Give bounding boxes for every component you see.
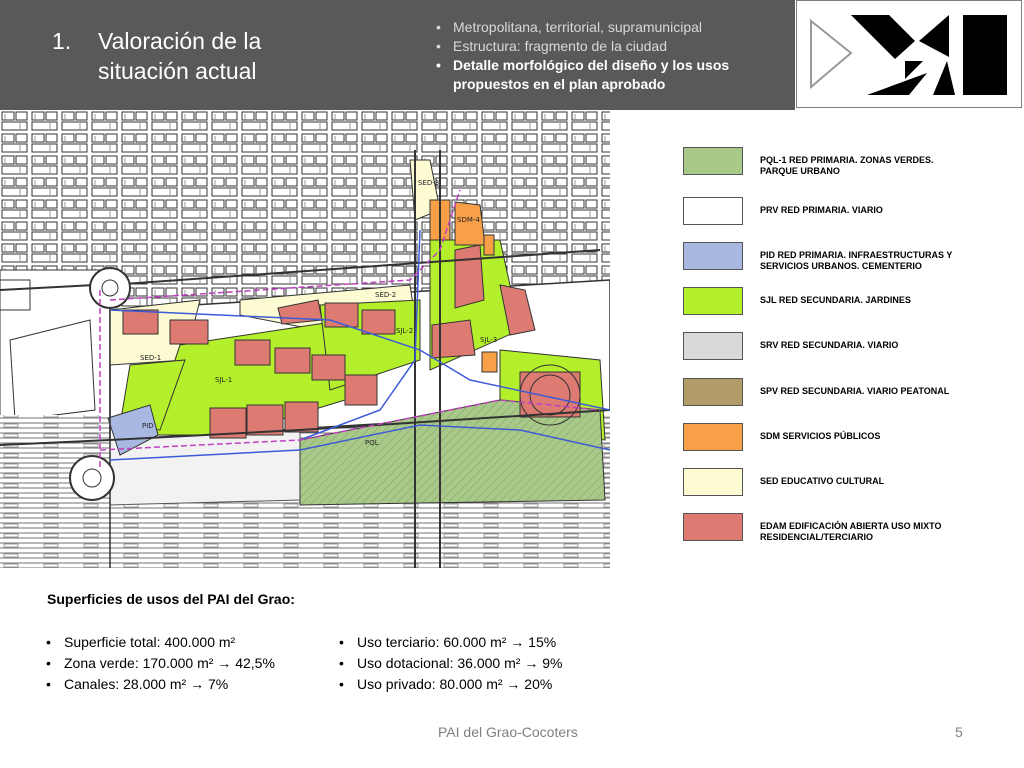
legend-swatch — [683, 147, 743, 175]
legend-swatch — [683, 513, 743, 541]
legend-item — [683, 147, 983, 177]
zone-label: SED-1 — [140, 354, 162, 362]
legend-label: SPV RED SECUNDARIA. VIARIO PEATONAL — [760, 386, 950, 396]
header-bullet: • Estructura: fragmento de la ciudad — [436, 37, 796, 56]
surface-item: • Superficie total: 400.000 m² — [46, 632, 275, 653]
legend-label: SJL RED SECUNDARIA. JARDINES — [760, 295, 911, 305]
page-title — [52, 26, 261, 86]
legend-label: PID RED PRIMARIA. INFRAESTRUCTURAS Y SERVICIOS URBANOS. CEMENTERIO — [760, 250, 953, 271]
legend-item — [683, 197, 983, 227]
surface-item: • Uso dotacional: 36.000 m² → 9% — [339, 653, 562, 674]
legend-label: SED EDUCATIVO CULTURAL — [760, 476, 885, 486]
legend-label: SRV RED SECUNDARIA. VIARIO — [760, 340, 899, 350]
zone-label: SED-3 — [418, 179, 440, 187]
legend-swatch — [683, 242, 743, 270]
surface-item: • Canales: 28.000 m² → 7% — [46, 674, 275, 695]
legend-swatch — [683, 287, 743, 315]
xci-logo-icon — [797, 1, 1021, 107]
surface-item: • Uso privado: 80.000 m² → 20% — [339, 674, 562, 695]
legend-swatch — [683, 468, 743, 496]
legend-item — [683, 423, 983, 453]
title-line-1: Valoración de la — [98, 28, 262, 54]
zone-label: PQL — [365, 439, 379, 447]
logo — [796, 0, 1022, 108]
legend-item — [683, 287, 983, 317]
header-bullet: • Metropolitana, territorial, supramunicipal — [436, 18, 796, 37]
zone-label: PID — [142, 422, 154, 430]
header-bar — [0, 0, 795, 110]
header-bullet: • Detalle morfológico del diseño y los usos propuestos en el plan aprobado — [436, 56, 796, 94]
surfaces-heading: Superficies de usos del PAI del Grao: — [47, 591, 295, 607]
title-number: 1. — [52, 28, 72, 54]
legend-swatch — [683, 423, 743, 451]
legend-swatch — [683, 197, 743, 225]
zone-label: SJL-1 — [215, 376, 233, 384]
legend-label: SDM SERVICIOS PÚBLICOS — [760, 431, 881, 441]
legend-label: PRV RED PRIMARIA. VIARIO — [760, 205, 883, 215]
legend-swatch — [683, 332, 743, 360]
legend-label: EDAM EDIFICACIÓN ABIERTA USO MIXTO RESIDENCIAL/TERCIARIO — [760, 521, 942, 542]
page-number: 5 — [955, 724, 963, 740]
urban-plan-map — [0, 110, 610, 568]
zone-label: SDM-4 — [457, 216, 480, 224]
title-line-2: situación actual — [98, 58, 257, 84]
legend-item — [683, 513, 983, 543]
surface-item: • Zona verde: 170.000 m² → 42,5% — [46, 653, 275, 674]
header-bullets — [436, 18, 796, 94]
surfaces-list-right — [339, 632, 562, 695]
zone-label: SJL-3 — [480, 336, 498, 344]
footer-text: PAI del Grao-Cocoters — [438, 724, 578, 740]
legend-swatch — [683, 378, 743, 406]
legend-item — [683, 332, 983, 362]
zone-label: SJL-2 — [396, 327, 414, 335]
legend-item — [683, 242, 983, 272]
zone-label: SED-2 — [375, 291, 397, 299]
surface-item: • Uso terciario: 60.000 m² → 15% — [339, 632, 562, 653]
surfaces-list-left — [46, 632, 275, 695]
legend-item — [683, 378, 983, 408]
legend-label: PQL-1 RED PRIMARIA. ZONAS VERDES. PARQUE URBANO — [760, 155, 934, 176]
legend-item — [683, 468, 983, 498]
